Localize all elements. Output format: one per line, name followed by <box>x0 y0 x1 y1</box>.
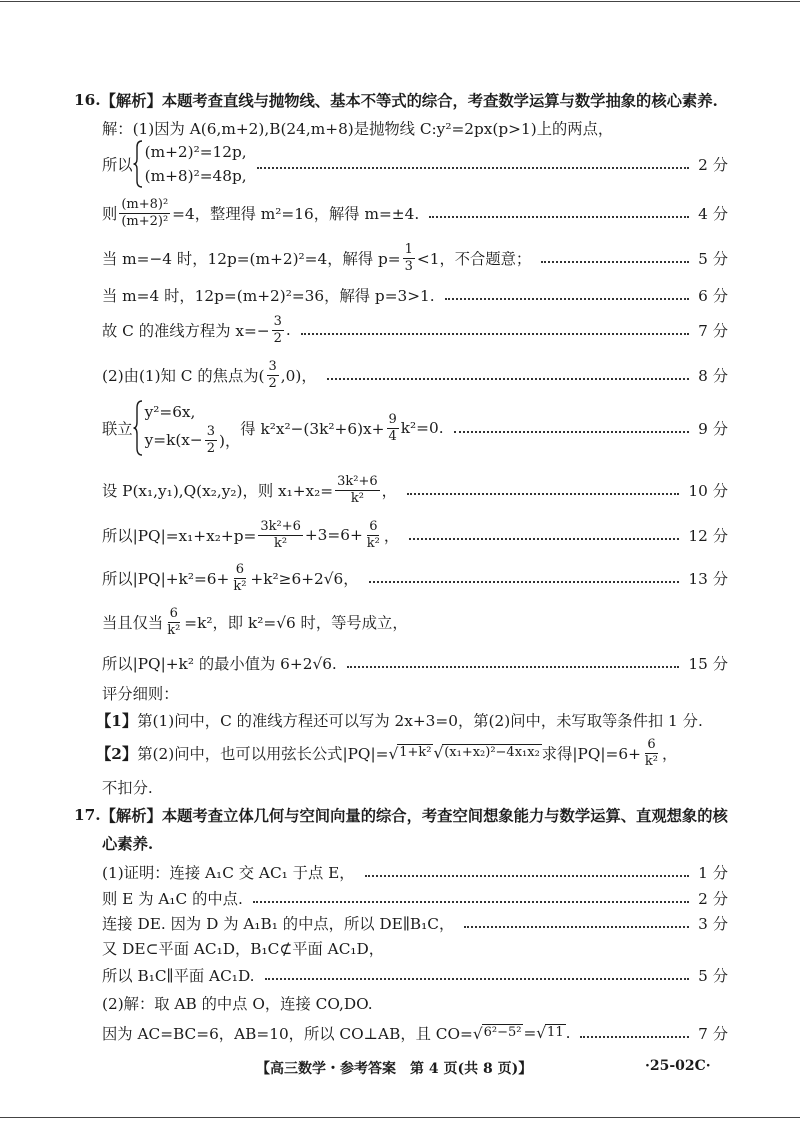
score-label: 1 分 <box>698 864 728 882</box>
fraction-numerator: 9 <box>388 412 397 428</box>
fraction <box>403 242 415 274</box>
dot-leader <box>301 333 689 335</box>
step-text: 又 DE⊂平面 AC₁D，B₁C⊄平面 AC₁D， <box>102 940 385 958</box>
dot-leader <box>464 926 689 928</box>
dot-leader <box>365 875 690 877</box>
dot-leader <box>369 581 680 583</box>
fraction-denominator: (m+2)² <box>121 213 169 229</box>
analysis-tag: 【解析】 <box>100 807 162 825</box>
fraction-numerator: 3k²+6 <box>260 519 301 535</box>
top-rule <box>0 1 800 2</box>
q16-step-directrix <box>102 310 728 350</box>
step-text: 连接 DE. 因为 D 为 A₁B₁ 的中点，所以 DE∥B₁C， <box>102 915 455 933</box>
step-text: 则 E 为 A₁C 的中点. <box>102 890 243 908</box>
q16-step-simultaneous <box>102 396 728 460</box>
q17-header <box>74 804 730 826</box>
q17-step-6 <box>102 992 728 1014</box>
score-label: 9 分 <box>698 420 728 438</box>
equation-row <box>145 424 241 456</box>
q17-step-3 <box>102 912 728 934</box>
rubric-heading: 评分细则： <box>102 685 179 703</box>
q16-step-case-positive <box>102 284 728 306</box>
equation-system <box>145 400 241 456</box>
fraction-numerator: 3 <box>268 359 277 375</box>
step-text: <1，不合题意； <box>416 250 532 268</box>
step-text: =4，整理得 m²=16，解得 m=±4. <box>172 205 420 223</box>
dot-leader <box>454 431 689 433</box>
q16-step-equality <box>102 602 728 642</box>
score-label: 13 分 <box>688 570 728 588</box>
dot-leader <box>257 167 689 169</box>
fraction-denominator: k² <box>644 753 658 769</box>
question-intro: 本题考查立体几何与空间向量的综合，考查空间想象能力与数学运算、直观想象的核 <box>161 807 728 825</box>
fraction <box>272 314 284 346</box>
rubric-item-1 <box>96 709 728 731</box>
fraction-denominator: k² <box>233 578 247 594</box>
radicand: 6²−5² <box>483 1025 522 1041</box>
step-text: . <box>285 321 291 339</box>
fraction-numerator: 6 <box>369 519 378 535</box>
q16-step-case-negative <box>102 238 728 278</box>
rubric-text: 不扣分. <box>102 779 153 797</box>
fraction-denominator: k² <box>274 535 288 551</box>
step-prefix: 则 <box>102 205 118 223</box>
step-text: 所以|PQ|+k² 的最小值为 6+2√6. <box>102 655 337 673</box>
fraction <box>267 359 279 391</box>
q17-header-continued <box>102 832 728 854</box>
paper-code: ·25-02C· <box>645 1058 711 1074</box>
fraction-numerator: 6 <box>235 562 245 578</box>
step-text: 所以 B₁C∥平面 AC₁D. <box>102 967 255 985</box>
fraction-numerator: 1 <box>404 242 413 258</box>
rubric-text: 第(2)问中，也可以用弦长公式|PQ|=√ <box>137 745 399 763</box>
q16-header <box>74 89 730 111</box>
fraction <box>119 197 170 229</box>
q17-step-4 <box>102 937 728 959</box>
fraction-numerator: 3 <box>273 314 282 330</box>
score-label: 4 分 <box>698 205 728 223</box>
step-text: 所以|PQ|=x₁+x₂+p= <box>102 527 257 545</box>
rubric-title <box>102 682 728 704</box>
dot-leader <box>409 538 679 540</box>
fraction <box>643 737 660 769</box>
step-text: . <box>565 1024 571 1042</box>
step-text: (2)解：取 AB 的中点 O，连接 CO,DO. <box>102 995 373 1013</box>
score-label: 15 分 <box>688 655 728 673</box>
dot-leader <box>347 666 680 668</box>
rubric-tag: 【1】 <box>96 712 138 730</box>
dot-leader <box>253 901 689 903</box>
question-intro: 本题考查直线与抛物线、基本不等式的综合，考查数学运算与数学抽象的核心素养. <box>161 92 718 110</box>
score-label: 2 分 <box>698 890 728 908</box>
q16-step-minimum <box>102 652 728 674</box>
fraction-denominator: 2 <box>206 440 216 456</box>
rubric-item-2-continued <box>102 776 728 798</box>
fraction-denominator: 4 <box>388 428 397 444</box>
step-text: ， <box>383 527 400 545</box>
step-text: k²=0. <box>400 419 444 437</box>
q17-step-5 <box>102 964 728 986</box>
step-text: 故 C 的准线方程为 x=− <box>102 322 270 340</box>
q16-step-system <box>102 137 728 191</box>
dot-leader <box>541 261 689 263</box>
q16-step-chord-length <box>102 515 728 555</box>
rubric-text: ， <box>662 745 678 763</box>
brace-icon <box>133 139 143 189</box>
dot-leader <box>265 978 690 980</box>
page-footer: 【高三数学・参考答案 第 4 页(共 8 页)】 <box>256 1061 533 1077</box>
rubric-tag: 【2】 <box>96 745 138 763</box>
dot-leader <box>445 298 689 300</box>
step-prefix: 所以 <box>102 156 133 174</box>
fraction <box>335 474 380 506</box>
equation-row: (m+8)²=48p, <box>144 167 247 185</box>
step-text: 所以|PQ|+k²=6+ <box>102 570 230 588</box>
step-text: 当 m=−4 时，12p=(m+2)²=4，解得 p= <box>102 250 401 268</box>
step-text: 当 m=4 时，12p=(m+2)²=36，解得 p=3>1. <box>102 287 435 305</box>
step-prefix: 联立 <box>102 420 133 438</box>
q16-step-vieta <box>102 470 728 510</box>
step-text: ,0)， <box>280 367 317 385</box>
fraction-numerator: 3 <box>206 424 216 440</box>
equation-row: (m+2)²=12p, <box>144 143 247 161</box>
score-label: 6 分 <box>698 287 728 305</box>
dot-leader <box>429 216 689 218</box>
fraction-numerator: 6 <box>169 606 178 622</box>
step-text: 当且仅当 <box>102 614 164 632</box>
bottom-rule <box>0 1117 800 1118</box>
equation-text: )， <box>219 432 241 450</box>
fraction-denominator: 3 <box>404 258 413 274</box>
step-text: 设 P(x₁,y₁),Q(x₂,y₂)，则 x₁+x₂= <box>102 482 334 500</box>
rubric-text: 求得|PQ|=6+ <box>541 745 641 763</box>
score-label: 5 分 <box>698 967 728 985</box>
question-number: 16. <box>74 91 101 109</box>
fraction <box>205 424 217 456</box>
score-label: 7 分 <box>698 1025 728 1043</box>
equation-row: y²=6x, <box>144 403 196 422</box>
fraction-denominator: k² <box>366 535 380 551</box>
step-text: 解：(1)因为 A(6,m+2),B(24,m+8)是抛物线 C:y²=2px(p>1)上的两点， <box>102 120 614 138</box>
radicand: 11 <box>547 1025 564 1041</box>
q16-step-focus <box>102 355 728 395</box>
question-number: 17. <box>74 806 101 824</box>
fraction <box>258 519 303 551</box>
q17-step-7 <box>102 1019 728 1047</box>
equation-text: y=k(x− <box>144 431 203 449</box>
fraction <box>387 412 399 444</box>
step-text: (2)由(1)知 C 的焦点为( <box>102 367 265 385</box>
fraction <box>365 519 382 551</box>
score-label: 2 分 <box>698 156 728 174</box>
score-label: 10 分 <box>688 482 728 500</box>
fraction-denominator: k² <box>350 490 364 506</box>
equation-system <box>145 140 247 188</box>
q16-step-inequality <box>102 558 728 598</box>
score-label: 3 分 <box>698 915 728 933</box>
fraction-denominator: 2 <box>273 330 282 346</box>
step-text: =k²，即 k²=√6 时，等号成立， <box>184 614 408 632</box>
analysis-tag: 【解析】 <box>100 92 162 110</box>
score-label: 8 分 <box>698 367 728 385</box>
q16-step-ratio <box>102 193 728 233</box>
q17-step-2 <box>102 887 728 909</box>
rubric-text: √ <box>433 744 444 762</box>
step-text: ， <box>381 482 397 500</box>
radicand: (x₁+x₂)²−4x₁x₂ <box>444 745 540 761</box>
rubric-item-2 <box>96 733 728 773</box>
score-label: 12 分 <box>688 527 728 545</box>
score-label: 5 分 <box>698 250 728 268</box>
fraction-numerator: 6 <box>647 737 656 753</box>
dot-leader <box>580 1036 689 1038</box>
fraction-numerator: 3k²+6 <box>337 474 378 490</box>
step-text: 因为 AC=BC=6，AB=10，所以 CO⊥AB，且 CO=√ <box>102 1025 483 1043</box>
step-text: +3=6+ <box>304 526 363 544</box>
rubric-text: 第(1)问中，C 的准线方程还可以写为 2x+3=0，第(2)问中，未写取等条件扣 1 分. <box>137 712 703 730</box>
fraction-denominator: 2 <box>268 375 277 391</box>
radicand: 1+k² <box>399 745 432 761</box>
dot-leader <box>407 493 679 495</box>
fraction <box>165 606 182 638</box>
step-text: +k²≥6+2√6， <box>250 570 359 588</box>
fraction <box>231 562 248 594</box>
step-text: (1)证明：连接 A₁C 交 AC₁ 于点 E， <box>102 864 355 882</box>
q16-step-given <box>102 117 728 139</box>
dot-leader <box>327 378 689 380</box>
fraction-denominator: k² <box>167 622 181 638</box>
step-text: =√ <box>523 1024 547 1042</box>
fraction-numerator: (m+8)² <box>121 197 169 213</box>
question-intro: 心素养. <box>102 835 154 853</box>
score-label: 7 分 <box>698 322 728 340</box>
step-text: 得 k²x²−(3k²+6)x+ <box>240 420 385 438</box>
q17-step-1 <box>102 861 728 883</box>
brace-icon <box>133 399 143 457</box>
